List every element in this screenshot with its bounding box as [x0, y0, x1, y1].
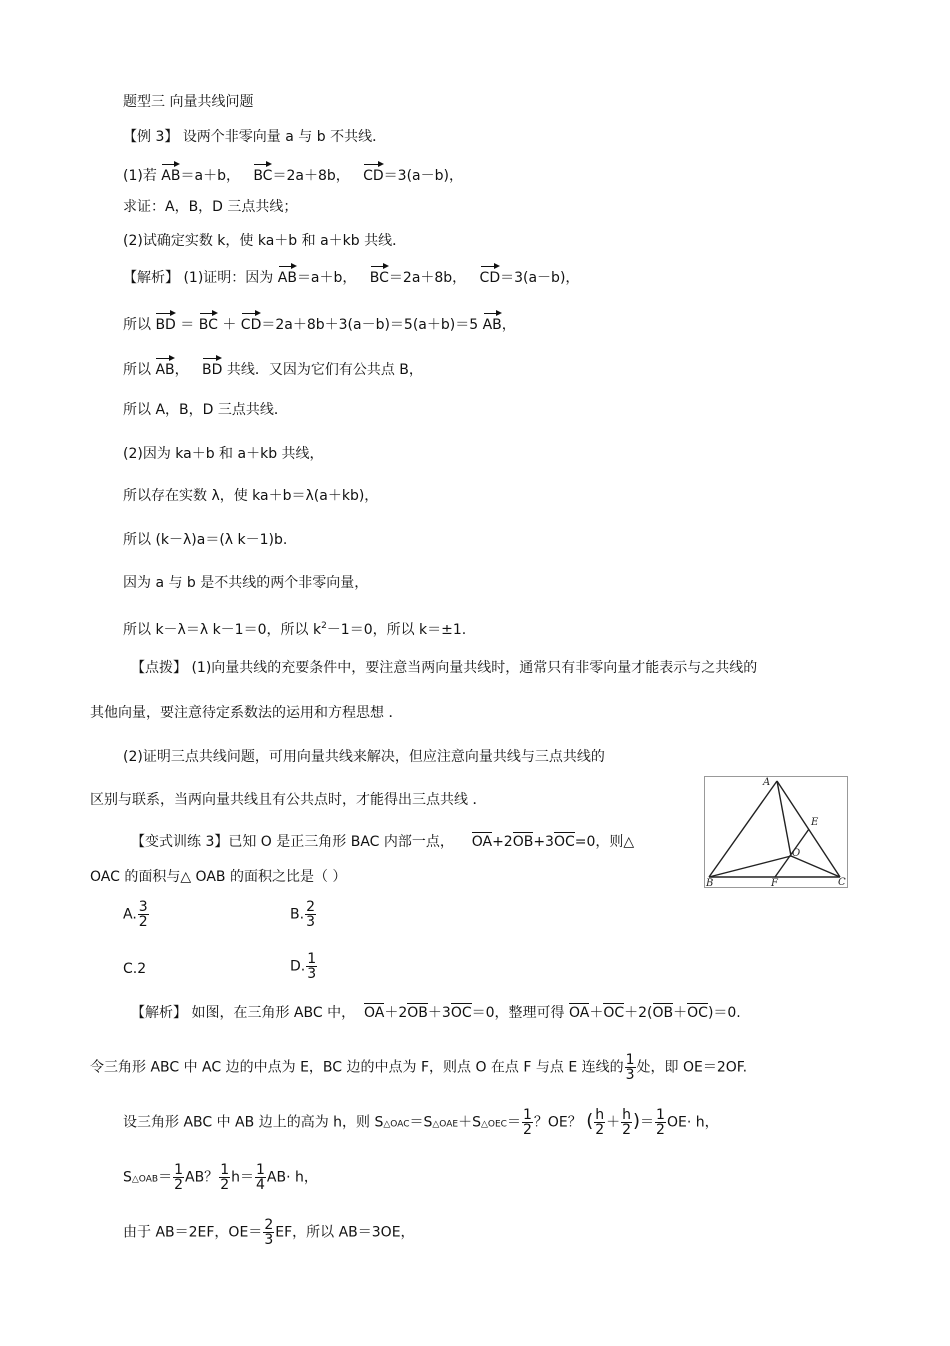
solution-s2-prefix: 所以	[123, 317, 151, 333]
variant-line-2: OAC 的面积与△ OAB 的面积之比是（ ）	[90, 869, 347, 885]
denominator: 2	[174, 1177, 183, 1193]
analysis-l3-h: OE· h，	[666, 1114, 719, 1131]
denominator: 2	[656, 1122, 665, 1138]
analysis-label: 【解析】	[131, 1005, 187, 1021]
analysis-l4-a: S	[123, 1169, 132, 1186]
analysis-l3-c: ＋S	[458, 1114, 481, 1131]
option-a-label: A.	[123, 906, 137, 923]
numerator: 1	[174, 1162, 183, 1178]
triangle-diagram	[705, 777, 847, 887]
vector-OC: OC	[603, 1005, 625, 1021]
label-C: C	[838, 877, 846, 887]
vector-OC: OC	[450, 1005, 472, 1021]
analysis-plus: ＋	[673, 1005, 688, 1021]
denominator: 3	[307, 966, 317, 982]
option-b-label: B.	[290, 906, 305, 923]
solution-s9-a: 所以 k－λ＝λ k－1＝0，所以 k	[123, 622, 322, 638]
denominator: 4	[255, 1177, 265, 1193]
numerator: h	[595, 1107, 605, 1123]
solution-line-3	[123, 357, 423, 380]
denominator: 3	[264, 1232, 274, 1248]
label-E: E	[811, 817, 819, 828]
close-paren: )	[633, 1110, 641, 1132]
numerator: 1	[220, 1162, 230, 1178]
solution-s2-eq: ＝	[180, 317, 195, 333]
solution-s2-plus: ＋	[222, 317, 237, 333]
one-third-fraction	[625, 1053, 636, 1082]
subscript-oec: △OEC	[480, 1119, 507, 1130]
quarter-fraction	[255, 1163, 266, 1192]
numerator: 2	[264, 1217, 274, 1233]
label-A: A	[763, 777, 771, 788]
subscript-oac: △OAC	[383, 1119, 410, 1130]
solution-s2-tail: ，	[501, 317, 516, 333]
option-a-fraction	[138, 900, 149, 929]
vector-AB: AB	[161, 163, 180, 186]
solution-line-2	[123, 312, 516, 335]
analysis-plus3: ＋3	[427, 1005, 451, 1021]
section-heading: 题型三 向量共线问题	[123, 94, 254, 110]
numerator: 1	[255, 1162, 265, 1178]
numerator: 1	[522, 1107, 532, 1123]
analysis-plus2paren: ＋2(	[624, 1005, 653, 1021]
denominator: 2	[220, 1177, 230, 1193]
solution-s3-prefix: 所以	[123, 362, 151, 378]
option-b	[290, 900, 317, 929]
analysis-l1-a: 如图，在三角形 ABC 中，	[191, 1005, 356, 1021]
analysis-l3-g: ＝	[640, 1114, 655, 1131]
analysis-l3-d: ＝	[506, 1114, 521, 1131]
half-fraction	[655, 1108, 666, 1137]
vector-OC: OC	[553, 834, 575, 850]
solution-s3-rest: 共线．又因为它们有公共点 B，	[226, 362, 423, 378]
analysis-line-5	[123, 1218, 415, 1247]
solution-line-4: 所以 A，B，D 三点共线．	[123, 402, 288, 418]
tip-line-1	[131, 658, 757, 678]
half-fraction	[522, 1108, 533, 1137]
analysis-line-1	[131, 1003, 741, 1023]
variant-text-a: 已知 O 是正三角形 BAC 内部一点，	[228, 834, 454, 850]
solution-line-9	[123, 616, 466, 640]
vector-OA: OA	[363, 1005, 385, 1021]
part1-eq3: ＝3(a－b)，	[383, 168, 463, 184]
tip-line-2: 其他向量，要注意待定系数法的运用和方程思想 ．	[90, 705, 403, 721]
solution-eq2: ＝2a＋8b，	[388, 270, 467, 286]
solution-s3-comma: ，	[174, 362, 189, 378]
tip-line-4: 区别与联系，当两向量共线且有公共点时，才能得出三点共线 ．	[90, 792, 487, 808]
vector-BC: BC	[253, 163, 272, 186]
exponent: 2	[321, 621, 327, 631]
prove-statement: 求证：A，B，D 三点共线；	[123, 199, 298, 215]
analysis-l3-f: ＋	[606, 1114, 621, 1131]
numerator: 1	[307, 951, 317, 967]
option-d-fraction	[306, 952, 317, 981]
numerator: 1	[656, 1107, 665, 1123]
analysis-l4-b: ＝	[158, 1169, 173, 1186]
vector-BC: BC	[370, 265, 389, 288]
analysis-l3-b: ＝S	[409, 1114, 433, 1131]
denominator: 3	[625, 1067, 635, 1083]
analysis-l4-d: h＝	[231, 1169, 254, 1186]
two-thirds-fraction	[263, 1218, 274, 1247]
numerator: 3	[138, 899, 148, 915]
solution-line-7: 所以 (k－λ)a＝(λ k－1)b.	[123, 532, 288, 548]
option-b-fraction	[305, 900, 316, 929]
vector-OC: OC	[687, 1005, 708, 1021]
vector-CD: CD	[363, 163, 384, 186]
option-c: C.2	[123, 961, 147, 977]
subscript-oae: △OAE	[432, 1119, 459, 1130]
denominator: 2	[622, 1122, 632, 1138]
variant-text-b: =0，则△	[574, 834, 635, 850]
solution-eq3: ＝3(a－b)，	[500, 270, 580, 286]
solution-eq1: ＝a＋b，	[296, 270, 357, 286]
h-half-fraction	[621, 1108, 632, 1137]
solution-s9-b: －1＝0，所以 k＝±1.	[326, 622, 467, 638]
vector-AB: AB	[278, 265, 297, 288]
analysis-l4-e: AB· h，	[266, 1169, 318, 1186]
numerator: h	[622, 1107, 631, 1123]
label-O: O	[792, 848, 801, 859]
h-half-fraction	[594, 1108, 605, 1137]
part1-prefix: (1)若	[123, 168, 157, 184]
open-paren: (	[586, 1110, 594, 1132]
solution-line-8: 因为 a 与 b 是不共线的两个非零向量，	[123, 575, 369, 591]
half-fraction	[219, 1163, 230, 1192]
option-a	[123, 900, 150, 929]
vector-BD: BD	[202, 357, 222, 380]
option-d-label: D.	[290, 958, 306, 975]
vector-OA: OA	[471, 834, 493, 850]
part1-eq2: ＝2a＋8b，	[272, 168, 350, 184]
example-label: 【例 3】	[123, 129, 179, 145]
option-d	[290, 952, 318, 981]
analysis-line-3	[123, 1108, 719, 1137]
analysis-plus: ＋	[589, 1005, 604, 1021]
solution-line-1	[123, 265, 579, 288]
triangle-figure	[704, 776, 848, 888]
denominator: 2	[138, 914, 148, 930]
vector-CD: CD	[480, 265, 501, 288]
solution-s1-prefix: (1)证明：因为	[183, 270, 274, 286]
analysis-l3-e: ？OE？	[533, 1114, 582, 1131]
variant-label: 【变式训练 3】	[131, 834, 229, 850]
denominator: 3	[306, 914, 315, 930]
solution-line-5: (2)因为 ka＋b 和 a＋kb 共线，	[123, 446, 324, 462]
variant-line-1	[131, 832, 634, 852]
vector-OA: OA	[568, 1005, 590, 1021]
label-B: B	[706, 878, 714, 887]
analysis-l4-c: AB？	[185, 1169, 219, 1186]
vector-AB: AB	[155, 357, 174, 380]
subscript-oab: △OAB	[131, 1174, 159, 1185]
analysis-line-4	[123, 1163, 318, 1192]
example-stem-text: 设两个非零向量 a 与 b 不共线．	[182, 129, 387, 145]
vector-BD: BD	[155, 312, 175, 335]
analysis-line-2	[90, 1053, 747, 1082]
solution-s2-rest: ＝2a＋8b＋3(a－b)＝5(a＋b)＝5	[261, 317, 479, 333]
analysis-l3-a: 设三角形 ABC 中 AB 边上的高为 h，则 S	[123, 1114, 384, 1131]
vector-OB: OB	[512, 834, 534, 850]
analysis-l1-c: )＝0.	[707, 1005, 741, 1021]
example-part1	[123, 163, 463, 186]
half-fraction	[173, 1163, 184, 1192]
vector-OB: OB	[407, 1005, 428, 1021]
denominator: 2	[522, 1122, 532, 1138]
vector-OB: OB	[652, 1005, 674, 1021]
analysis-l1-b: ＝0，整理可得	[471, 1005, 565, 1021]
solution-line-6: 所以存在实数 λ，使 ka＋b＝λ(a＋kb)，	[123, 488, 379, 504]
analysis-l2-b: 处，即 OE＝2OF.	[636, 1059, 748, 1076]
solution-label: 【解析】	[123, 270, 179, 286]
tip-line-3: (2)证明三点共线问题，可用向量共线来解决，但应注意向量共线与三点共线的	[123, 749, 605, 765]
part1-eq1: ＝a＋b，	[180, 168, 240, 184]
vector-AB: AB	[483, 312, 502, 335]
vector-CD: CD	[241, 312, 262, 335]
example-part2: (2)试确定实数 k，使 ka＋b 和 a＋kb 共线．	[123, 233, 407, 249]
analysis-l2-a: 令三角形 ABC 中 AC 边的中点为 E，BC 边的中点为 F，则点 O 在点 F 与点 E 连线的	[90, 1059, 624, 1076]
tip-label: 【点拨】	[131, 660, 187, 676]
tip-l1: (1)向量共线的充要条件中，要注意当两向量共线时，通常只有非零向量才能表示与之共线的	[191, 660, 758, 676]
analysis-l5-b: EF，所以 AB＝3OE，	[275, 1224, 415, 1241]
variant-plus3: +3	[533, 834, 554, 850]
label-F: F	[771, 878, 778, 887]
numerator: 1	[625, 1052, 635, 1068]
analysis-plus2: ＋2	[384, 1005, 408, 1021]
vector-BC: BC	[199, 312, 218, 335]
example-stem	[123, 127, 386, 147]
variant-plus2: +2	[492, 834, 513, 850]
denominator: 2	[595, 1122, 605, 1138]
numerator: 2	[306, 899, 315, 915]
analysis-l5-a: 由于 AB＝2EF，OE＝	[123, 1224, 263, 1241]
